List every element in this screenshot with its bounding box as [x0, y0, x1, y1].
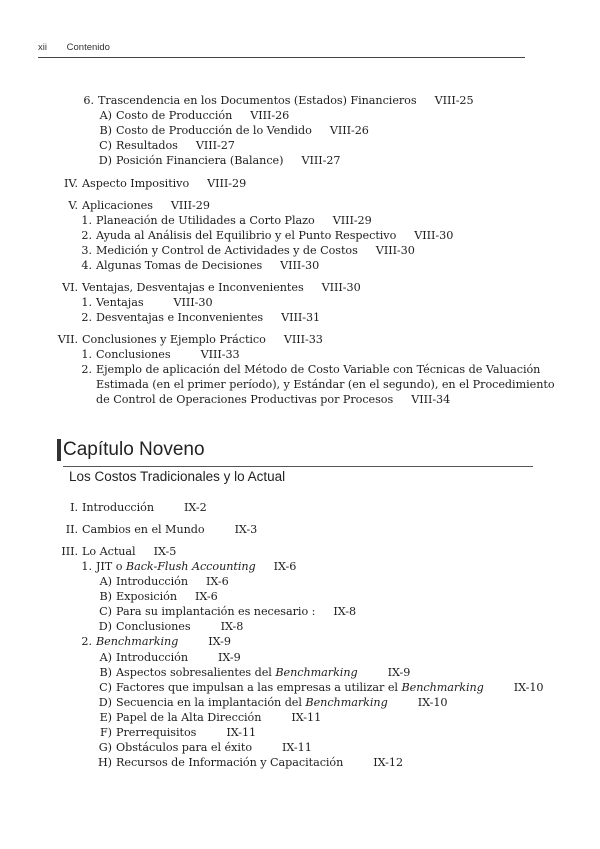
toc-page-ref: VIII-31 [281, 311, 321, 324]
toc-entry [78, 295, 213, 310]
toc-number: C) [99, 605, 112, 618]
toc-number: F) [99, 726, 112, 739]
toc-entry [94, 755, 403, 770]
toc-number: H) [97, 756, 112, 769]
chapter-marker-bar [57, 439, 61, 461]
toc-text: Aplicaciones [82, 199, 153, 212]
toc-number: B) [99, 666, 112, 679]
toc-entry [50, 522, 257, 537]
toc-entry [78, 347, 240, 362]
toc-text-italic: Back-Flush Accounting [125, 560, 256, 573]
toc-page-ref: IX-6 [273, 560, 297, 573]
toc-entry [78, 243, 415, 258]
toc-entry [78, 228, 453, 243]
toc-entry [50, 280, 361, 295]
toc-entry [78, 634, 231, 649]
page-number: xii [38, 42, 47, 53]
toc-entry [94, 619, 243, 634]
toc-page-ref: VIII-33 [283, 333, 323, 346]
toc-entry [94, 710, 321, 725]
toc-entry [50, 500, 207, 515]
toc-number: 1. [81, 348, 92, 361]
toc-page-ref: VIII-34 [411, 393, 451, 406]
running-header [38, 42, 525, 58]
toc-number: B) [99, 590, 112, 603]
toc-text: JIT o [96, 560, 126, 573]
toc-number: A) [99, 651, 112, 664]
toc-number: E) [99, 711, 112, 724]
toc-page-ref: VIII-30 [375, 244, 415, 257]
toc-text: Estimada (en el primer período), y Estándar (en el segundo), en el Procedimiento [96, 378, 555, 391]
toc-number: I. [70, 501, 78, 514]
toc-text: Lo Actual [82, 545, 136, 558]
toc-text: Cambios en el Mundo [82, 523, 205, 536]
toc-page-ref: IX-8 [333, 605, 357, 618]
toc-entry-continuation [96, 377, 555, 392]
toc-number: 1. [81, 560, 92, 573]
toc-page-ref: VIII-30 [280, 259, 320, 272]
toc-text: Trascendencia en los Documentos (Estados) Financieros [98, 94, 417, 107]
toc-page-ref: VIII-26 [250, 109, 290, 122]
toc-entry [94, 123, 369, 138]
toc-entry [94, 604, 356, 619]
toc-page-ref: IX-12 [373, 756, 404, 769]
toc-page-ref: VIII-27 [195, 139, 235, 152]
toc-number: 1. [81, 296, 92, 309]
toc-entry [94, 680, 544, 695]
toc-text: Desventajas e Inconvenientes [96, 311, 264, 324]
toc-page-ref: VIII-30 [414, 229, 454, 242]
toc-number: 2. [81, 635, 92, 648]
toc-text: Aspecto Impositivo [82, 177, 190, 190]
chapter-title: Capítulo Noveno [63, 439, 205, 460]
toc-text: Costo de Producción de lo Vendido [116, 124, 312, 137]
toc-page-ref: IX-6 [194, 590, 218, 603]
toc-page-ref: VIII-29 [170, 199, 210, 212]
toc-entry [78, 310, 320, 325]
toc-text: Secuencia en la implantación del [116, 696, 306, 709]
toc-text-italic: Benchmarking [401, 681, 484, 694]
toc-entry [94, 740, 312, 755]
toc-text: Para su implantación es necesario : [116, 605, 316, 618]
toc-page-ref: IX-5 [153, 545, 177, 558]
toc-number: IV. [64, 177, 78, 190]
toc-number: 2. [81, 311, 92, 324]
toc-page-ref: IX-9 [218, 651, 241, 664]
toc-number: III. [61, 545, 78, 558]
toc-text: Ejemplo de aplicación del Método de Costo Variable con Técnicas de Valuación [96, 363, 541, 376]
toc-page-ref: IX-3 [234, 523, 258, 536]
toc-text: Prerrequisitos [116, 726, 197, 739]
toc-entry [94, 650, 241, 665]
toc-number: C) [99, 139, 112, 152]
toc-entry [94, 589, 218, 604]
toc-number: 3. [81, 244, 92, 257]
toc-page-ref: VIII-30 [173, 296, 213, 309]
toc-page-ref: IX-10 [417, 696, 448, 709]
toc-text: Exposición [116, 590, 177, 603]
toc-text: Resultados [116, 139, 178, 152]
toc-text: de Control de Operaciones Productivas por Procesos [96, 393, 394, 406]
toc-number: D) [98, 620, 112, 633]
toc-text: Obstáculos para el éxito [116, 741, 253, 754]
toc-number: C) [99, 681, 112, 694]
toc-entry [94, 725, 256, 740]
toc-number: D) [98, 154, 112, 167]
toc-entry [78, 213, 372, 228]
toc-page-ref: VIII-29 [207, 177, 247, 190]
toc-text: Algunas Tomas de Decisiones [96, 259, 263, 272]
toc-number: A) [99, 575, 112, 588]
toc-text: Ventajas, Desventajas e Inconvenientes [82, 281, 304, 294]
toc-entry [50, 198, 210, 213]
toc-text: Ventajas [96, 296, 144, 309]
toc-page-ref: IX-11 [291, 711, 322, 724]
toc-entry [78, 362, 540, 377]
toc-entry-continuation [96, 392, 450, 407]
toc-number: A) [99, 109, 112, 122]
toc-text-italic: Benchmarking [275, 666, 358, 679]
toc-text: Costo de Producción [116, 109, 233, 122]
running-section-title: Contenido [66, 42, 110, 53]
toc-text: Introducción [116, 575, 189, 588]
toc-number: 4. [81, 259, 92, 272]
toc-number: II. [65, 523, 78, 536]
toc-page-ref: IX-11 [282, 741, 312, 754]
toc-page-ref: IX-6 [206, 575, 229, 588]
toc-page-ref: VIII-33 [200, 348, 240, 361]
toc-number: 1. [81, 214, 92, 227]
toc-entry [50, 544, 176, 559]
toc-text: Introducción [116, 651, 189, 664]
toc-number: 6. [83, 94, 94, 107]
toc-page-ref: IX-10 [513, 681, 544, 694]
toc-text: Planeación de Utilidades a Corto Plazo [96, 214, 315, 227]
toc-text-italic: Benchmarking [305, 696, 388, 709]
toc-entry [94, 695, 447, 710]
toc-entry [50, 176, 246, 191]
toc-text: Papel de la Alta Dirección [116, 711, 262, 724]
toc-number: D) [98, 696, 112, 709]
toc-entry [94, 574, 229, 589]
toc-text: Recursos de Información y Capacitación [116, 756, 344, 769]
toc-text: Conclusiones [116, 620, 191, 633]
toc-number: VI. [62, 281, 78, 294]
toc-text: Introducción [82, 501, 155, 514]
toc-page-ref: IX-9 [387, 666, 411, 679]
toc-number: 2. [81, 229, 92, 242]
toc-number: VII. [57, 333, 78, 346]
toc-entry [94, 138, 235, 153]
toc-entry [94, 665, 410, 680]
toc-text: Medición y Control de Actividades y de Costos [96, 244, 358, 257]
toc-text: Factores que impulsan a las empresas a utilizar el [116, 681, 402, 694]
chapter-rule [63, 466, 533, 467]
toc-page-ref: VIII-25 [434, 94, 474, 107]
toc-text: Conclusiones y Ejemplo Práctico [82, 333, 266, 346]
toc-entry [78, 258, 319, 273]
toc-entry [94, 153, 340, 168]
toc-text: Conclusiones [96, 348, 171, 361]
toc-entry [78, 559, 296, 574]
toc-page-ref: VIII-30 [321, 281, 361, 294]
toc-page-ref: IX-8 [220, 620, 244, 633]
toc-page-ref: VIII-29 [332, 214, 372, 227]
toc-entry [94, 108, 289, 123]
toc-text-italic: Benchmarking [96, 635, 179, 648]
toc-text: Ayuda al Análisis del Equilibrio y el Punto Respectivo [96, 229, 397, 242]
toc-page-ref: VIII-26 [329, 124, 369, 137]
toc-text: Posición Financiera (Balance) [116, 154, 284, 167]
toc-entry [58, 93, 474, 108]
toc-page-ref: IX-9 [208, 635, 231, 648]
toc-number: 2. [81, 363, 92, 376]
toc-number: G) [98, 741, 112, 754]
toc-page-ref: VIII-27 [301, 154, 341, 167]
chapter-subtitle: Los Costos Tradicionales y lo Actual [69, 469, 286, 484]
toc-entry [50, 332, 323, 347]
toc-number: B) [99, 124, 112, 137]
toc-page-ref: IX-11 [226, 726, 257, 739]
toc-number: V. [68, 199, 78, 212]
chapter-heading [63, 437, 533, 463]
toc-page-ref: IX-2 [184, 501, 207, 514]
toc-text: Aspectos sobresalientes del [116, 666, 276, 679]
